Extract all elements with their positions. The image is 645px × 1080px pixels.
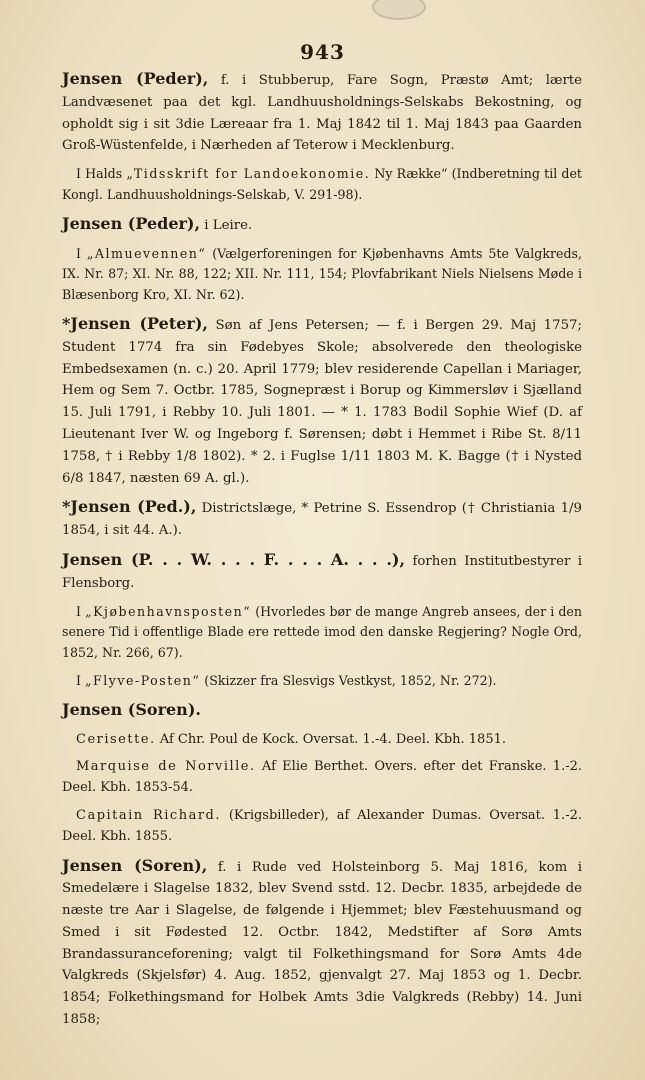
reference-title: Cerisette. [76,731,156,747]
reference-title: Capitain Richard. [76,807,222,823]
entry-heading: *Jensen (Peter), [62,313,208,333]
entry-text: Søn af Jens Petersen; — f. i Bergen 29. Maj 1757; Student 1774 fra sin Fødebyes Skole; absolverede den theologiske Embedsexamen (n. c.) 20. April 1779; blev residerende Capellan i Mariager, Hem og Sem 7. Octbr. 1785, Sognepræst i Borup og Kimmersløv i Sjælland 15. Juli 1791, i Rebby 10. Juli 1801. — * 1. 1783 Bodil Sophie Wief (D. af Lieutenant Iver W. og Ingeborg f. Sørensen; døbt i Hemmet i Ribe St. 8/11 1758, † i Rebby 1/8 1802). * 2. i Fuglse 1/11 1803 M. K. Bagge († i Nysted 6/8 1847, næsten 69 A. gl.). [62,317,582,486]
entry-reference [62,164,582,206]
reference-text: (Skizzer fra Slesvigs Vestkyst, 1852, Nr. 272). [200,672,497,688]
binding-hole [372,0,426,20]
reference-title: „Flyve-Posten“ [84,672,201,688]
reference-text: Ny Række“ (Indberetning til det Kongl. Landhuusholdnings-Selskab, V. 291-98). [62,166,582,202]
entry-text: i Leire. [200,217,253,233]
reference-prefix: I [76,672,85,688]
entry-text: Districtslæge, * Petrine S. Essendrop († Christiania 1/9 1854, i sit 44. A.). [62,501,582,539]
entry-heading: Jensen (Peder), [62,69,209,88]
entry-heading: Jensen (P. . . W. . . . F. . . . A. . . .), [62,549,406,569]
entry [62,496,582,542]
entry-heading: *Jensen (Ped.), [62,497,197,517]
entry [62,699,582,723]
reference-text: Af Chr. Poul de Kock. Oversat. 1.-4. Deel. Kbh. 1851. [155,731,507,747]
reference-text: (Vælgerforeningen for Kjøbenhavns Amts 5te Valgkreds, IX. Nr. 87; XI. Nr. 88, 122; XII. Nr. 111, 154; Plovfabrikant Niels Nielsens Møde i Blæsenborg Kro, XI. Nr. 62). [62,245,582,303]
entry-text: forhen Institutbestyrer i Flensborg. [62,553,583,591]
page-content [62,68,582,1038]
reference-title: „Tidsskrift for Landoekonomie. [126,166,371,182]
reference-title: „Almuevennen“ [86,245,207,261]
reference-text: (Krigsbilleder), af Alexander Dumas. Oversat. 1.-2. Deel. Kbh. 1855. [62,807,582,844]
entry-text: f. i Rude ved Holsteinborg 5. Maj 1816, kom i Smedelære i Slagelse 1832, blev Svend sstd. 12. Decbr. 1835, arbejdede de næste tre Aar i Slagelse, de følgende i Hjemmet; blev Fæstehuusmand og Smed i sit Fødested 12. Octbr. 1842, Medstifter af Sorø Amts Brandassuranceforening; valgt til Folkethingsmand for Sorø Amts 4de Valgkreds (Skjelsfør) 4. Aug. 1852, gjenvalgt 27. Maj 1853 og 1. Decbr. 1854; Folkethingsmand for Holbek Amts 3die Valgkreds (Rebby) 14. Juni 1858; [62,859,582,1028]
entry [62,855,582,1031]
entry [62,213,582,237]
entry [62,313,582,489]
reference-title: Marquise de Norville. [76,759,256,775]
entry-reference [62,730,582,751]
reference-title: „Kjøbenhavnsposten“ [85,603,252,619]
entry-reference [62,244,582,306]
entry [62,549,582,595]
reference-prefix: I [76,603,86,619]
reference-text: Af Elie Berthet. Overs. efter det Franske. 1.-2. Deel. Kbh. 1853-54. [62,759,582,796]
entry-reference [62,671,582,692]
entry-reference [62,602,582,664]
entry [62,68,582,157]
entry-heading: Jensen (Soren). [62,699,201,719]
reference-prefix: I [76,245,87,261]
entry-reference [62,757,582,799]
entry-heading: Jensen (Peder), [62,213,201,233]
reference-text: (Hvorledes bør de mange Angreb ansees, der i den senere Tid i offentlige Blade ere rettede imod den danske Regjering? Nogle Ord, 1852, Nr. 266, 67). [62,603,582,661]
entry-text: f. i Stubberup, Fare Sogn, Præstø Amt; lærte Landvæsenet paa det kgl. Landhuusholdnings-Selskabs Bekostning, og opholdt sig i sit 3die Læreaar fra 1. Maj 1842 til 1. Maj 1843 paa Gaarden Groß-Wüstenfelde, i Nærheden af Teterow i Mecklenburg. [62,73,583,154]
entry-heading: Jensen (Soren), [62,855,208,875]
reference-prefix: I Halds [76,166,127,182]
page-number: 943 [300,40,345,64]
entry-reference [62,806,582,848]
